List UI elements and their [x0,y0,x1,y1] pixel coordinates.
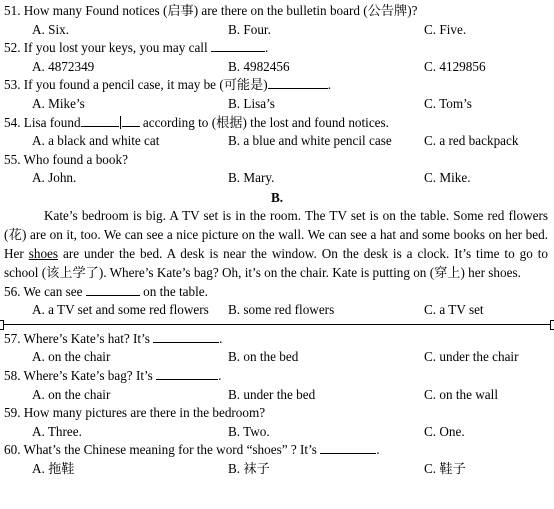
option-c[interactable]: C. 4129856 [424,58,486,74]
option-c[interactable]: C. a red backpack [424,133,519,149]
answer-blank[interactable] [211,39,265,52]
answer-blank[interactable] [153,330,219,343]
answer-blank[interactable] [268,76,328,89]
options-53 [4,95,550,114]
question-55 [4,151,550,170]
option-a[interactable]: A. Mike’s [32,95,85,111]
option-c[interactable]: C. 鞋子 [424,460,466,476]
question-text: 59. How many pictures are there in the bedroom? [4,405,266,421]
options-54 [4,132,550,151]
question-text-end: on the table. [143,283,208,299]
option-a[interactable]: A. 4872349 [32,58,95,74]
option-c[interactable]: C. Five. [424,21,467,37]
option-a[interactable]: A. 拖鞋 [32,460,75,476]
question-51 [4,2,550,21]
option-c[interactable]: C. a TV set [424,302,484,318]
options-60 [4,460,550,479]
answer-blank[interactable] [81,114,119,127]
question-54 [4,114,550,133]
passage-text-continued: are under the bed. A desk is near the window. On the desk is a clock. It’s time to go to school (该上学了). Where’s Kate’s bag? Oh, it’s on the chair. Kate is putting on (穿上) her shoes. [4,245,548,280]
answer-blank[interactable] [156,367,218,380]
question-text: 51. How many Found notices (启事) are there on the bulletin board (公告牌)? [4,3,418,18]
page-break-divider [4,320,550,330]
question-53 [4,76,550,95]
question-text: 57. Where’s Kate’s hat? It’s [4,330,150,346]
question-52 [4,39,550,58]
options-59 [4,423,550,442]
option-a[interactable]: A. John. [32,170,77,186]
divider-left-marker [0,320,4,330]
option-b[interactable]: B. Mary. [228,170,275,186]
worksheet [4,2,550,479]
question-text: 56. We can see [4,283,83,299]
option-c[interactable]: C. One. [424,423,465,439]
option-b[interactable]: B. some red flowers [228,302,335,318]
option-b[interactable]: B. on the bed [228,349,299,365]
option-a[interactable]: A. a TV set and some red flowers [32,302,209,318]
option-b[interactable]: B. Lisa’s [228,95,275,111]
option-a[interactable]: A. a black and white cat [32,133,160,149]
option-a[interactable]: A. on the chair [32,349,111,365]
answer-blank-tail[interactable] [122,114,140,127]
option-b[interactable]: B. Four. [228,21,271,37]
options-55 [4,169,550,188]
question-text-end: according to (根据) the lost and found notices. [142,114,389,130]
question-text-end: . [219,330,223,346]
question-text: 60. What’s the Chinese meaning for the word “shoes” ? It’s [4,442,317,458]
question-text: 55. Who found a book? [4,151,128,167]
option-b[interactable]: B. 4982456 [228,58,290,74]
question-text-end: . [264,40,269,56]
question-text-end: . [218,367,222,383]
question-text-end: . [327,77,331,93]
divider-right-marker [550,320,554,330]
underlined-word: shoes [28,245,59,261]
options-51 [4,21,550,40]
option-a[interactable]: A. on the chair [32,386,111,402]
passage-text: Kate’s bedroom is big. A TV set is in the room. The TV set is on the table. Some red flowers (花) are on it, too. We can see a nice picture on the wall. We can see a hat and some books on her bed. Her [4,207,548,261]
option-a[interactable]: A. Three. [32,423,82,439]
question-text: 58. Where’s Kate’s bag? It’s [4,367,153,383]
options-58 [4,386,550,405]
question-56 [4,283,550,302]
option-c[interactable]: C. Tom’s [424,95,472,111]
question-text: 52. If you lost your keys, you may call [4,40,208,56]
divider-line [0,324,554,325]
text-cursor [120,116,121,129]
question-text: 54. Lisa found [4,114,81,130]
answer-blank[interactable] [320,441,376,454]
option-b[interactable]: B. 袜子 [228,460,270,476]
question-text: 53. If you found a pencil case, it may be (可能是) [4,77,268,93]
question-57 [4,330,550,349]
option-c[interactable]: C. under the chair [424,349,519,365]
options-52 [4,58,550,77]
section-heading: B. [270,189,284,205]
option-c[interactable]: C. Mike. [424,170,471,186]
question-text-end: . [376,442,380,458]
question-59 [4,404,550,423]
option-b[interactable]: B. under the bed [228,386,316,402]
option-a[interactable]: A. Six. [32,21,70,37]
answer-blank[interactable] [86,283,140,296]
question-60 [4,441,550,460]
reading-passage [4,207,550,283]
question-58 [4,367,550,386]
option-b[interactable]: B. Two. [228,423,270,439]
options-56 [4,301,550,320]
options-57 [4,348,550,367]
option-c[interactable]: C. on the wall [424,386,498,402]
option-b[interactable]: B. a blue and white pencil case [228,133,392,149]
